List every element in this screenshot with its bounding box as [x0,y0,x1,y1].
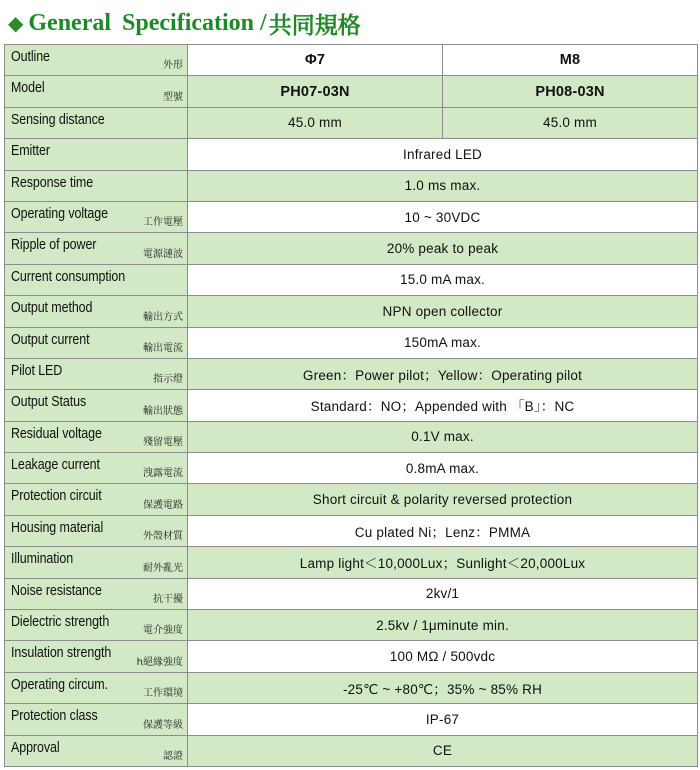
label-en: Noise resistance [11,582,102,599]
label-zh: 工作電壓 [143,217,183,229]
label-en: Output method [11,300,93,317]
outline-col2: M8 [443,45,698,76]
spec-row [5,421,698,452]
page-title [8,6,361,40]
outline-col1: Φ7 [188,45,443,76]
spec-label [5,296,188,327]
row-sensing-distance [5,107,698,138]
spec-value: 150mA max. [188,327,698,358]
spec-value: 2kv/1 [188,578,698,609]
spec-row [5,672,698,703]
label-zh: 電源漣波 [143,248,183,260]
label-sensing-distance [5,107,188,138]
spec-row [5,610,698,641]
label-model [5,76,188,107]
label-en: Insulation strength [11,645,112,662]
spec-value: Cu plated Ni；Lenz：PMMA [188,515,698,546]
label-en: Illumination [11,551,74,568]
spec-value: NPN open collector [188,296,698,327]
label-en: Model [11,80,45,97]
spec-label [5,484,188,515]
spec-row [5,170,698,201]
spec-value: Standard：NO；Appended with 「B」：NC [188,390,698,421]
spec-row [5,484,698,515]
spec-row [5,233,698,264]
title-specification: Specification [122,9,255,36]
label-en: Housing material [11,519,104,536]
label-en: Dielectric strength [11,614,110,631]
spec-label [5,233,188,264]
spec-value: 10 ~ 30VDC [188,201,698,232]
spec-label [5,421,188,452]
spec-label [5,390,188,421]
label-zh: 外殼材質 [143,531,183,543]
spec-label [5,610,188,641]
label-zh: 輸出方式 [143,311,183,323]
spec-row [5,296,698,327]
model-col1: PH07-03N [188,76,443,107]
spec-label [5,704,188,735]
spec-label [5,264,188,295]
label-en: Pilot LED [11,362,63,379]
spec-value: 0.1V max. [188,421,698,452]
sensing-col2: 45.0 mm [443,107,698,138]
label-en: Residual voltage [11,425,102,442]
label-zh: 指示燈 [153,374,183,386]
label-zh: 耐外亂光 [143,562,183,574]
label-zh: 抗干擾 [153,594,183,606]
model-col2: PH08-03N [443,76,698,107]
spec-row [5,201,698,232]
spec-row [5,641,698,672]
spec-value: Infrared LED [188,139,698,170]
spec-row [5,139,698,170]
spec-label [5,139,188,170]
spec-label [5,201,188,232]
label-en: Operating voltage [11,205,108,222]
spec-label [5,453,188,484]
label-zh: h絕緣強度 [136,656,183,668]
spec-value: 0.8mA max. [188,453,698,484]
label-en: Current consumption [11,268,126,285]
spec-value: 100 MΩ / 500vdc [188,641,698,672]
spec-value: 1.0 ms max. [188,170,698,201]
spec-value: 15.0 mA max. [188,264,698,295]
label-zh: 洩露電流 [143,468,183,480]
label-en: Emitter [11,143,50,160]
spec-value: 20% peak to peak [188,233,698,264]
label-en: Output current [11,331,90,348]
sensing-col1: 45.0 mm [188,107,443,138]
label-en: Ripple of power [11,237,97,254]
spec-value: Green：Power pilot；Yellow：Operating pilot [188,358,698,389]
label-en: Protection circuit [11,488,102,505]
spec-label [5,547,188,578]
spec-row [5,515,698,546]
label-zh: 保護電路 [143,499,183,511]
label-en: Outline [11,49,50,65]
spec-label [5,735,188,766]
label-en: Output Status [11,394,87,411]
spec-value: Short circuit & polarity reversed protection [188,484,698,515]
spec-row [5,358,698,389]
spec-row [5,704,698,735]
spec-label [5,641,188,672]
label-outline [5,45,188,76]
label-en: Approval [11,739,60,756]
spec-value: 2.5kv / 1μminute min. [188,610,698,641]
label-en: Sensing distance [11,111,105,128]
spec-label [5,170,188,201]
spec-value: Lamp light＜10,000Lux；Sunlight＜20,000Lux [188,547,698,578]
row-outline [5,45,698,76]
spec-row [5,547,698,578]
title-separator: / [260,9,267,36]
spec-label [5,578,188,609]
title-chinese: 共同規格 [268,12,361,39]
spec-label [5,515,188,546]
spec-row [5,390,698,421]
label-en: Leakage current [11,457,100,474]
label-en: Response time [11,174,94,191]
label-zh: 保護等級 [143,719,183,731]
label-zh: 殘留電壓 [143,437,183,449]
label-en: Operating circum. [11,676,108,693]
spec-row [5,327,698,358]
label-zh: 型號 [163,91,183,103]
spec-label [5,327,188,358]
spec-row [5,453,698,484]
spec-value: CE [188,735,698,766]
row-model [5,76,698,107]
label-zh: 認證 [163,751,183,762]
spec-row [5,264,698,295]
label-zh: 外形 [163,60,183,72]
spec-label [5,672,188,703]
spec-label [5,358,188,389]
label-zh: 電介強度 [143,625,183,637]
label-zh: 輸出狀態 [143,405,183,417]
diamond-icon: ◆ [8,12,24,35]
label-zh: 輸出電流 [143,342,183,354]
label-zh: 工作環境 [143,688,183,700]
spec-row [5,735,698,766]
spec-value: IP-67 [188,704,698,735]
spec-table [4,44,698,767]
title-general: General [28,9,112,36]
spec-value: -25℃ ~ +80℃；35% ~ 85% RH [188,672,698,703]
spec-table-body [5,45,698,767]
spec-row [5,578,698,609]
label-en: Protection class [11,708,98,725]
